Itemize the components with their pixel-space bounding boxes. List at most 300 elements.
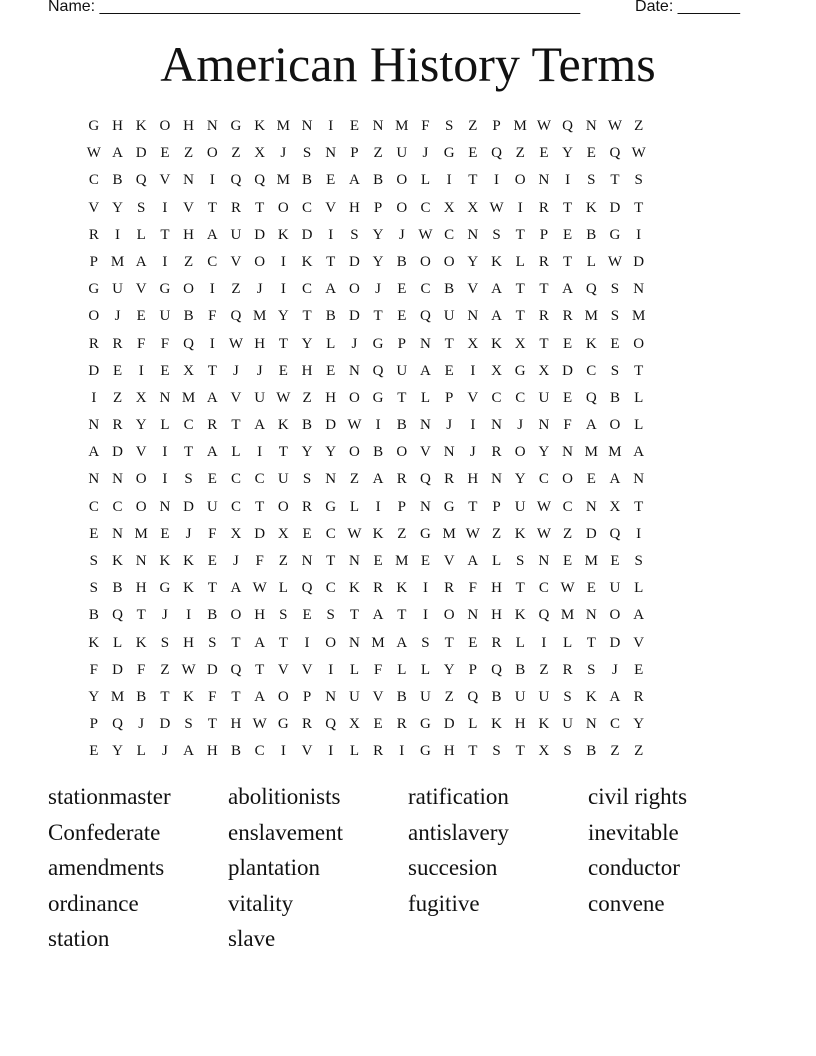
grid-row (82, 521, 746, 548)
grid-letter: K (514, 525, 526, 542)
grid-letter: D (254, 226, 266, 243)
grid-letter: M (395, 553, 409, 569)
grid-letter: I (422, 580, 428, 597)
grid-letter: P (89, 716, 99, 733)
grid-letter: L (634, 417, 644, 434)
grid-letter: T (278, 335, 288, 352)
grid-letter: S (326, 607, 335, 624)
grid-row (82, 548, 746, 575)
grid-letter: R (491, 444, 502, 461)
grid-letter: S (279, 607, 288, 624)
grid-letter: D (348, 308, 360, 325)
grid-letter: Q (585, 389, 597, 406)
grid-letter: Q (420, 308, 431, 325)
grid-letter: W (536, 118, 551, 134)
grid-letter: V (230, 253, 242, 270)
grid-letter: S (563, 743, 572, 760)
grid-letter: N (135, 553, 147, 569)
grid-letter: O (633, 335, 645, 352)
grid-letter: M (134, 525, 148, 542)
grid-letter: I (446, 172, 452, 189)
grid-letter: S (563, 688, 572, 705)
grid-letter: O (135, 471, 147, 488)
grid-letter: F (89, 661, 99, 678)
grid-letter: M (513, 118, 527, 134)
grid-letter: X (443, 199, 455, 216)
grid-letter: W (631, 145, 646, 162)
grid-row (82, 331, 746, 358)
grid-letter: V (135, 281, 147, 298)
grid-letter: D (112, 444, 123, 461)
grid-letter: V (325, 199, 337, 216)
grid-letter: E (563, 389, 573, 406)
grid-letter: U (396, 362, 408, 379)
grid-letter: Q (491, 145, 502, 162)
grid-letter: W (607, 118, 623, 134)
grid-letter: I (115, 226, 121, 243)
grid-letter: Q (585, 281, 597, 298)
grid-letter: K (159, 553, 171, 569)
grid-letter: I (186, 607, 192, 624)
grid-letter: I (470, 417, 476, 434)
grid-letter: C (609, 716, 620, 733)
grid-letter: H (254, 335, 266, 352)
grid-letter: X (491, 362, 502, 379)
grid-letter: S (587, 661, 596, 678)
grid-letter: D (206, 661, 218, 678)
grid-letter: H (254, 607, 266, 624)
grid-letter: B (586, 743, 597, 760)
grid-letter: R (444, 580, 455, 597)
grid-letter: N (538, 553, 550, 569)
word-list-item: station (48, 926, 110, 951)
grid-letter: H (183, 634, 195, 651)
grid-letter: W (489, 199, 504, 216)
grid-letter: W (607, 253, 623, 270)
grid-letter: B (515, 661, 526, 678)
grid-letter: T (373, 308, 383, 325)
grid-letter: M (276, 118, 291, 134)
grid-row (82, 385, 746, 412)
grid-letter: G (443, 145, 455, 162)
grid-letter: E (207, 553, 217, 569)
grid-letter: V (633, 634, 645, 651)
grid-row (82, 222, 746, 249)
grid-row (82, 249, 746, 276)
grid-letter: I (209, 172, 215, 189)
grid-letter: R (538, 253, 549, 270)
grid-letter: M (442, 525, 456, 542)
grid-letter: U (420, 688, 431, 705)
grid-letter: C (538, 471, 549, 488)
grid-letter: E (634, 661, 644, 678)
grid-letter: Q (301, 580, 313, 597)
grid-letter: N (467, 308, 479, 325)
grid-letter: T (207, 362, 217, 379)
grid-letter: U (112, 281, 123, 298)
grid-letter: T (634, 362, 644, 379)
grid-letter: T (515, 226, 525, 243)
grid-letter: Q (135, 172, 147, 189)
grid-letter: R (230, 199, 241, 216)
grid-letter: S (492, 226, 501, 243)
grid-letter: X (514, 335, 526, 352)
grid-letter: Z (634, 743, 644, 760)
grid-letter: N (159, 389, 171, 406)
grid-letter: S (610, 308, 620, 325)
grid-letter: A (112, 145, 123, 162)
grid-letter: I (257, 444, 263, 461)
word-list-item: Confederate (48, 819, 161, 845)
grid-letter: W (536, 525, 551, 542)
grid-letter: N (325, 688, 337, 705)
grid-letter: M (110, 688, 125, 705)
grid-letter: N (348, 553, 360, 569)
grid-letter: U (254, 389, 266, 406)
grid-letter: S (587, 172, 596, 189)
grid-letter: M (181, 389, 196, 406)
grid-letter: L (349, 661, 359, 678)
grid-letter: C (538, 580, 549, 597)
grid-letter: Y (467, 253, 479, 270)
grid-letter: Z (444, 688, 454, 705)
grid-letter: H (183, 118, 195, 134)
grid-letter: S (184, 471, 193, 488)
grid-letter: E (373, 553, 383, 569)
grid-letter: S (634, 172, 643, 189)
grid-letter: E (136, 308, 146, 325)
grid-letter: T (563, 199, 573, 216)
grid-letter: U (609, 580, 621, 597)
grid-letter: O (206, 145, 218, 162)
grid-letter: H (301, 362, 313, 379)
grid-letter: B (396, 253, 407, 270)
grid-letter: L (491, 553, 502, 569)
grid-row (82, 276, 746, 303)
grid-letter: K (183, 580, 195, 597)
grid-letter: Z (539, 661, 549, 678)
grid-letter: M (371, 634, 385, 651)
grid-letter: L (420, 389, 431, 406)
grid-letter: D (443, 716, 455, 733)
grid-letter: R (538, 199, 549, 216)
grid-letter: O (396, 444, 408, 461)
grid-letter: Q (538, 607, 550, 624)
grid-letter: T (184, 444, 194, 461)
grid-letter: C (183, 417, 194, 434)
grid-letter: E (610, 335, 620, 352)
grid-letter: L (231, 444, 241, 461)
grid-letter: N (420, 417, 431, 434)
grid-letter: C (88, 172, 99, 189)
grid-letter: G (88, 281, 100, 298)
grid-letter: I (162, 253, 168, 270)
grid-letter: O (609, 417, 621, 434)
grid-letter: O (135, 498, 147, 515)
grid-letter: C (325, 525, 336, 542)
grid-letter: A (633, 444, 645, 461)
grid-letter: E (278, 362, 288, 379)
grid-letter: Z (634, 118, 644, 134)
page-title: American History Terms (160, 36, 656, 92)
grid-letter: O (230, 607, 242, 624)
grid-letter: J (256, 362, 263, 379)
grid-letter: C (88, 498, 99, 515)
grid-letter: O (159, 118, 171, 134)
grid-letter: W (276, 389, 291, 406)
grid-letter: N (585, 607, 597, 624)
grid-letter: T (634, 199, 644, 216)
grid-letter: Z (373, 145, 383, 162)
grid-letter: V (159, 172, 171, 189)
grid-letter: N (538, 417, 550, 434)
grid-letter: O (88, 308, 100, 325)
grid-letter: B (396, 688, 407, 705)
grid-letter: I (541, 634, 547, 651)
grid-letter: L (326, 335, 336, 352)
grid-row (82, 602, 746, 629)
grid-letter: H (491, 580, 502, 597)
grid-letter: V (443, 553, 455, 569)
grid-letter: L (136, 743, 146, 760)
grid-letter: I (494, 172, 500, 189)
grid-letter: C (586, 362, 597, 379)
grid-letter: P (397, 335, 406, 352)
grid-letter: A (467, 553, 479, 569)
grid-row (82, 711, 746, 738)
grid-letter: O (562, 471, 574, 488)
grid-letter: Y (277, 308, 289, 325)
grid-letter: S (610, 362, 620, 379)
grid-letter: L (349, 743, 359, 760)
grid-letter: S (89, 580, 99, 597)
grid-letter: V (301, 743, 313, 760)
grid-letter: Z (278, 553, 288, 569)
grid-letter: O (396, 172, 408, 189)
word-list-item: ratification (408, 784, 509, 809)
grid-letter: E (373, 716, 383, 733)
grid-letter: U (277, 471, 289, 488)
grid-letter: B (373, 172, 384, 189)
grid-letter: L (563, 634, 573, 651)
grid-letter: W (252, 580, 267, 597)
grid-letter: P (444, 389, 454, 406)
grid-letter: C (562, 498, 573, 515)
grid-letter: A (562, 281, 574, 298)
grid-letter: N (88, 471, 100, 488)
grid-letter: W (536, 498, 551, 515)
grid-letter: W (418, 226, 433, 243)
grid-letter: A (420, 362, 431, 379)
grid-letter: B (302, 172, 313, 189)
grid-letter: D (135, 145, 147, 162)
word-list-item: amendments (48, 855, 165, 880)
grid-letter: X (538, 743, 550, 760)
grid-letter: U (206, 498, 218, 515)
grid-letter: T (444, 634, 454, 651)
grid-letter: Y (633, 716, 645, 733)
grid-letter: M (631, 308, 646, 325)
grid-letter: B (609, 389, 620, 406)
grid-letter: E (420, 553, 431, 569)
grid-letter: L (349, 498, 359, 515)
grid-letter: E (586, 580, 596, 597)
grid-letter: B (373, 444, 384, 461)
grid-letter: G (420, 525, 431, 542)
grid-row (82, 684, 746, 711)
grid-letter: I (328, 743, 334, 760)
grid-letter: X (467, 335, 479, 352)
grid-letter: U (538, 389, 550, 406)
grid-letter: F (208, 688, 217, 705)
grid-letter: P (539, 226, 549, 243)
grid-letter: N (420, 335, 431, 352)
grid-letter: W (465, 525, 480, 542)
grid-letter: E (89, 743, 99, 760)
grid-letter: I (328, 661, 334, 678)
grid-letter: R (562, 661, 573, 678)
grid-letter: T (539, 281, 549, 298)
grid-letter: A (609, 471, 621, 488)
grid-letter: Z (160, 661, 170, 678)
grid-letter: G (443, 498, 455, 515)
grid-letter: E (207, 471, 217, 488)
grid-row (82, 358, 746, 385)
grid-letter: F (208, 308, 217, 325)
grid-row (82, 439, 746, 466)
grid-letter: K (396, 580, 408, 597)
grid-letter: D (325, 417, 337, 434)
grid-letter: Y (443, 661, 455, 678)
grid-letter: K (538, 716, 550, 733)
grid-letter: E (397, 281, 407, 298)
word-list-item: inevitable (588, 819, 679, 845)
grid-letter: H (443, 743, 455, 760)
grid-letter: R (88, 226, 99, 243)
grid-letter: J (351, 335, 358, 352)
grid-letter: V (277, 661, 289, 678)
grid-letter: S (302, 145, 312, 162)
grid-letter: K (135, 634, 147, 651)
grid-letter: T (397, 607, 407, 624)
grid-letter: N (443, 444, 455, 461)
grid-letter: T (539, 335, 549, 352)
grid-letter: Z (610, 743, 620, 760)
grid-letter: S (89, 553, 99, 569)
grid-letter: F (137, 661, 146, 678)
grid-letter: G (420, 716, 431, 733)
grid-letter: B (88, 607, 99, 624)
grid-letter: C (112, 498, 123, 515)
grid-letter: Y (112, 743, 123, 760)
grid-letter: N (348, 634, 360, 651)
grid-letter: N (372, 118, 384, 134)
grid-letter: P (350, 145, 359, 162)
grid-letter: H (135, 580, 147, 597)
word-list-item: conductor (588, 855, 680, 880)
grid-letter: C (420, 199, 431, 216)
grid-letter: W (252, 716, 267, 733)
grid-letter: J (612, 661, 618, 678)
word-list (48, 780, 778, 958)
grid-letter: D (633, 253, 645, 270)
grid-letter: T (515, 580, 525, 597)
grid-letter: O (420, 253, 431, 270)
grid-letter: R (302, 716, 313, 733)
grid-letter: Z (184, 253, 194, 270)
grid-letter: M (110, 253, 125, 270)
grid-letter: K (491, 335, 502, 352)
grid-letter: Q (467, 688, 479, 705)
grid-letter: A (254, 634, 266, 651)
grid-letter: E (586, 471, 596, 488)
grid-letter: U (538, 688, 550, 705)
grid-letter: P (492, 498, 501, 515)
grid-letter: M (395, 118, 409, 134)
grid-letter: O (277, 498, 289, 515)
grid-letter: R (562, 308, 573, 325)
grid-letter: H (348, 199, 360, 216)
grid-letter: L (634, 580, 644, 597)
grid-letter: T (255, 661, 265, 678)
grid-letter: N (183, 172, 195, 189)
grid-letter: N (301, 118, 313, 134)
grid-letter: G (372, 335, 384, 352)
grid-row (82, 657, 746, 684)
grid-letter: L (634, 389, 644, 406)
letter-grid (82, 113, 746, 766)
grid-letter: K (112, 553, 123, 569)
grid-letter: T (634, 498, 644, 515)
grid-letter: S (350, 226, 359, 243)
grid-letter: A (633, 607, 645, 624)
grid-letter: Q (609, 145, 621, 162)
grid-letter: T (610, 172, 620, 189)
grid-letter: T (515, 308, 525, 325)
grid-row (82, 575, 746, 602)
grid-letter: U (230, 226, 242, 243)
grid-letter: E (89, 525, 99, 542)
grid-letter: A (206, 389, 218, 406)
grid-letter: A (254, 417, 266, 434)
grid-letter: C (254, 743, 265, 760)
grid-letter: G (88, 118, 100, 134)
grid-letter: Z (515, 145, 525, 162)
grid-letter: A (348, 172, 360, 189)
grid-letter: R (633, 688, 644, 705)
word-list-item: vitality (228, 890, 294, 916)
word-list-item: abolitionists (228, 784, 341, 809)
grid-letter: S (444, 118, 454, 134)
grid-letter: F (563, 417, 572, 434)
grid-letter: M (276, 172, 291, 189)
grid-letter: I (375, 417, 381, 434)
grid-letter: G (372, 389, 384, 406)
grid-letter: T (468, 743, 478, 760)
grid-letter: G (325, 498, 337, 515)
grid-letter: A (491, 281, 502, 298)
grid-letter: Q (112, 716, 123, 733)
grid-letter: Q (420, 471, 431, 488)
grid-letter: S (302, 471, 312, 488)
grid-letter: J (233, 362, 239, 379)
grid-letter: I (280, 253, 286, 270)
grid-letter: F (208, 525, 217, 542)
grid-letter: E (563, 335, 573, 352)
grid-letter: A (230, 580, 242, 597)
grid-letter: Z (231, 145, 241, 162)
grid-letter: I (328, 226, 334, 243)
